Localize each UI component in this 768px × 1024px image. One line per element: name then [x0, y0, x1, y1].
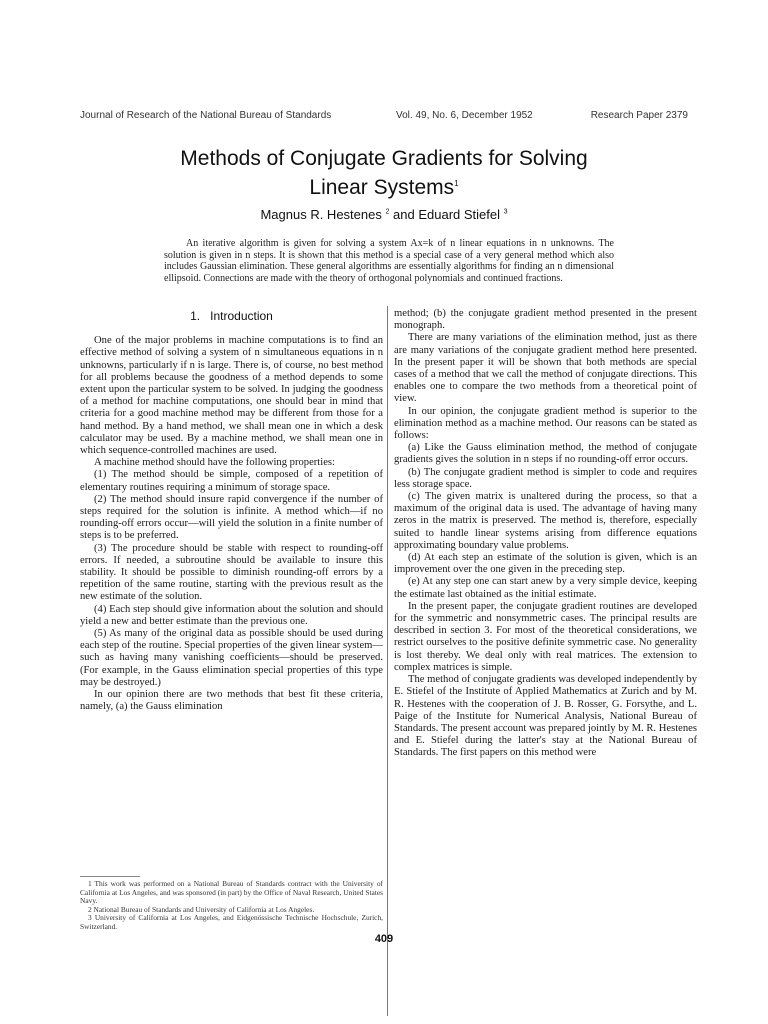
author-conjunction: and	[393, 207, 415, 222]
volume-info: Vol. 49, No. 6, December 1952	[396, 110, 533, 121]
paragraph: (e) At any step one can start anew by a very simple device, keeping the estimate last obtained as the initial estimate.	[394, 576, 697, 600]
author-stiefel: Eduard Stiefel	[418, 207, 501, 222]
paragraph: (3) The procedure should be stable with respect to rounding-off errors. If needed, a subroutine should be available to insure this stability. It should be possible to diminish rounding-off errors by a repetition of the same routine, starting with the previous result as the new estimate of the solution.	[80, 542, 383, 603]
author-stiefel-mark: 3	[503, 208, 508, 216]
title-line-2	[80, 171, 688, 200]
section-title: Introduction	[210, 309, 273, 323]
paper-number: Research Paper 2379	[590, 110, 688, 121]
abstract: An iterative algorithm is given for solving a system Ax=k of n linear equations in n unknowns. The solution is given in n steps. It is shown that this method is a special case of a very general method which also includes Gaussian elimination. These general algorithms are essentially algorithms for finding an n dimensional ellipsoid. Connections are made with the theory of orthogonal polynomials and continued fractions.	[164, 238, 614, 284]
paragraph: One of the major problems in machine computations is to find an effective method of solving a system of n simultaneous equations in n unknowns, particularly if n is large. There is, of course, no best method for all problems because the goodness of a method depends to some extent upon the particular system to be solved. In judging the goodness of a method for machine computations, one should bear in mind that criteria for a good machine method may be different from those for a hand method. By a hand method, we shall mean one in which a desk calculator may be used. By a machine method, we shall mean one in which sequence-controlled machines are used.	[80, 335, 383, 457]
column-divider	[387, 306, 388, 1016]
paragraph: A machine method should have the following properties:	[94, 457, 335, 469]
footnotes	[80, 880, 383, 932]
section-number: 1.	[190, 309, 201, 323]
paragraph: (4) Each step should give information about the solution and should yield a new and better estimate than the previous one.	[80, 603, 383, 627]
author-hestenes-mark: 2	[385, 208, 390, 216]
title-line-1: Methods of Conjugate Gradients for Solving	[180, 147, 588, 170]
paper-title	[80, 146, 688, 200]
author-line	[80, 207, 688, 222]
paragraph: In the present paper, the conjugate gradient routines are developed for the symmetric and nonsymmetric cases. The principal results are described in section 3. For most of the theoretical considerations, we restrict ourselves to the positive definite symmetric case. No generality is lost thereby. We deal only with real matrices. The extension to complex matrices is simple.	[394, 600, 697, 673]
paragraph: The method of conjugate gradients was developed independently by E. Stiefel of the Institute of Applied Mathematics at Zurich and by M. R. Hestenes with the cooperation of J. B. Rosser, G. Forsythe, and L. Paige of the Institute for Numerical Analysis, National Bureau of Standards. The present account was prepared jointly by M. R. Hestenes and E. Stiefel during the latter's stay at the National Bureau of Standards. The first papers on this method were	[394, 674, 697, 759]
footnote: 2 National Bureau of Standards and University of California at Los Angeles.	[88, 904, 315, 914]
paragraph: (d) At each step an estimate of the solution is given, which is an improvement over the one given in the preceding step.	[394, 552, 697, 576]
footnote-divider	[80, 876, 140, 877]
paragraph: (a) Like the Gauss elimination method, the method of conjugate gradients gives the solution in n steps if no rounding-off error occurs.	[394, 442, 697, 466]
title-line-2-text: Linear Systems	[309, 176, 455, 199]
section-heading	[80, 310, 383, 322]
footnote: 1 This work was performed on a National Bureau of Standards contract with the University of California at Los Angeles, and was sponsored (in part) by the Office of Naval Research, United States Navy.	[80, 879, 383, 906]
right-column	[394, 308, 697, 1008]
paragraph: (5) As many of the original data as possible should be used during each step of the routine. Special properties of the given linear system—such as having many vanishing coefficients—should be preserved. (For example, in the Gauss elimination special properties of this type may be destroyed.)	[80, 628, 383, 688]
footnote: 3 University of California at Los Angeles, and Eidgenössische Technische Hochschule, Zurich, Switzerland.	[80, 913, 383, 931]
left-column	[80, 308, 383, 868]
page-number: 409	[374, 933, 394, 945]
paragraph: (1) The method should be simple, composed of a repetition of elementary routines requiring a minimum of storage space.	[80, 469, 383, 493]
paragraph: (2) The method should insure rapid convergence if the number of steps required for the solution is infinite. A method which—if no rounding-off errors occur—will yield the solution in a finite number of steps is to be preferred.	[80, 493, 383, 542]
paragraph: (b) The conjugate gradient method is simpler to code and requires less storage space.	[394, 466, 697, 490]
paragraph: There are many variations of the elimination method, just as there are many variations of the conjugate gradient method here presented. In the present paper it will be shown that both methods are special cases of a method that we call the method of conjugate directions. This enables one to compare the two methods from a theoretical point of view.	[394, 332, 697, 405]
title-footnote-mark: 1	[454, 179, 459, 188]
journal-name: Journal of Research of the National Bureau of Standards	[80, 110, 332, 121]
paragraph: In our opinion there are two methods that best fit these criteria, namely, (a) the Gauss elimination	[80, 689, 383, 713]
author-hestenes: Magnus R. Hestenes	[260, 207, 382, 222]
paragraph: (c) The given matrix is unaltered during the process, so that a maximum of the original data is used. The advantage of having many zeros in the matrix is preserved. The method is, therefore, especially suited to handle linear systems arising from difference equations approximating boundary value problems.	[394, 491, 697, 551]
paragraph: method; (b) the conjugate gradient method presented in the present monograph.	[394, 308, 697, 332]
paragraph: In our opinion, the conjugate gradient method is superior to the elimination method as a machine method. Our reasons can be stated as follows:	[394, 405, 697, 442]
